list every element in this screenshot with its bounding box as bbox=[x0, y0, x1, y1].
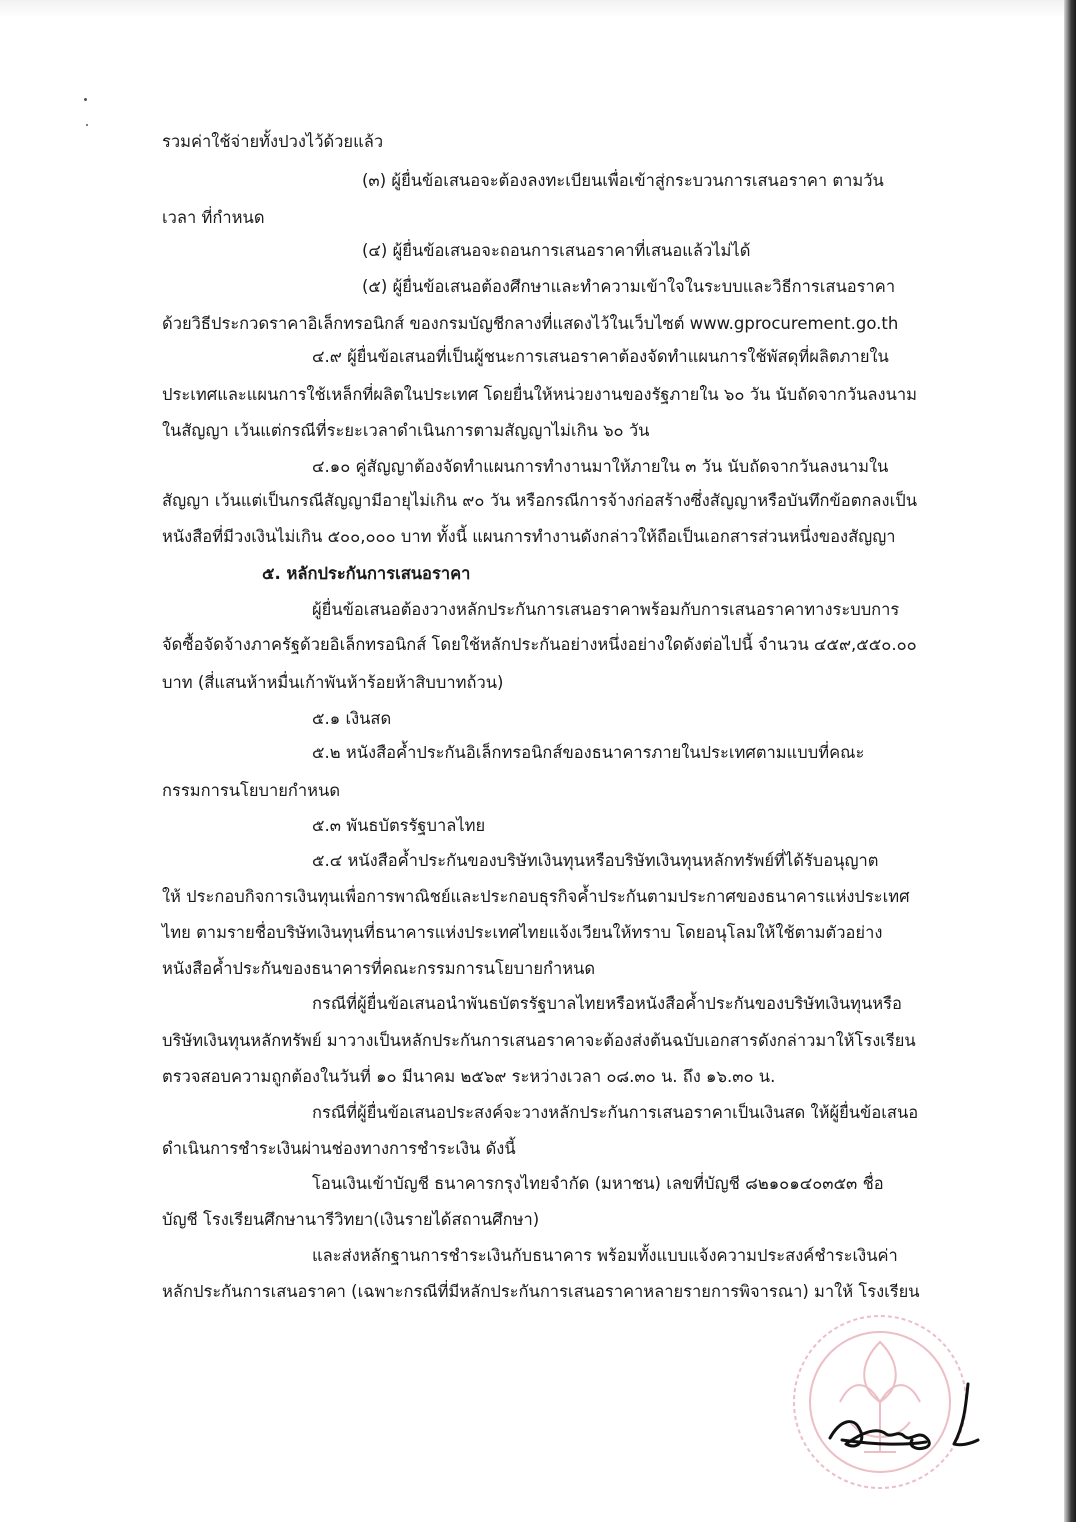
text-line: ๕.๑ เงินสด bbox=[312, 709, 392, 728]
text-line: ๕.๒ หนังสือค้ำประกันอิเล็กทรอนิกส์ของธนาคารภายในประเทศตามแบบที่คณะ bbox=[312, 743, 865, 762]
text-line: (๔) ผู้ยื่นข้อเสนอจะถอนการเสนอราคาที่เสนอแล้วไม่ได้ bbox=[362, 241, 751, 260]
text-line: และส่งหลักฐานการชำระเงินกับธนาคาร พร้อมทั้งแบบแจ้งความประสงค์ชำระเงินค่า bbox=[312, 1246, 898, 1265]
text-line: (๕) ผู้ยื่นข้อเสนอต้องศึกษาและทำความเข้าใจในระบบและวิธีการเสนอราคา bbox=[362, 277, 896, 296]
text-line: กรณีที่ผู้ยื่นข้อเสนอนำพันธบัตรรัฐบาลไทยหรือหนังสือค้ำประกันของบริษัทเงินทุนหรือ bbox=[312, 994, 902, 1013]
text-line: บัญชี โรงเรียนศึกษานารีวิทยา(เงินรายได้สถานศึกษา) bbox=[162, 1210, 540, 1229]
text-line: บริษัทเงินทุนหลักทรัพย์ มาวางเป็นหลักประกันการเสนอราคาจะต้องส่งต้นฉบับเอกสารดังกล่าวมาให้โรงเรียน bbox=[162, 1031, 916, 1050]
text-line: ๔.๑๐ คู่สัญญาต้องจัดทำแผนการทำงานมาให้ภายใน ๓ วัน นับถัดจากวันลงนามใน bbox=[312, 457, 889, 476]
text-line: หนังสือค้ำประกันของธนาคารที่คณะกรรมการนโยบายกำหนด bbox=[162, 959, 596, 978]
text-line: สัญญา เว้นแต่เป็นกรณีสัญญามีอายุไม่เกิน ๙๐ วัน หรือกรณีการจ้างก่อสร้างซึ่งสัญญาหรือบันทึกข้อตกลงเป็น bbox=[162, 491, 917, 510]
text-line: เวลา ที่กำหนด bbox=[162, 208, 265, 227]
text-line: ๔.๙ ผู้ยื่นข้อเสนอที่เป็นผู้ชนะการเสนอราคาต้องจัดทำแผนการใช้พัสดุที่ผลิตภายใน bbox=[312, 347, 889, 366]
text-line: ผู้ยื่นข้อเสนอต้องวางหลักประกันการเสนอราคาพร้อมกับการเสนอราคาทางระบบการ bbox=[312, 600, 900, 619]
scan-speck bbox=[84, 98, 87, 101]
page-top-shade bbox=[0, 0, 1064, 18]
page-right-edge bbox=[1064, 0, 1076, 1522]
text-line: ๕.๓ พันธบัตรรัฐบาลไทย bbox=[312, 816, 486, 835]
text-line: บาท (สี่แสนห้าหมื่นเก้าพันห้าร้อยห้าสิบบาทถ้วน) bbox=[162, 673, 504, 692]
text-line: หนังสือที่มีวงเงินไม่เกิน ๕๐๐,๐๐๐ บาท ทั้งนี้ แผนการทำงานดังกล่าวให้ถือเป็นเอกสารส่วนหนึ่งของสัญญา bbox=[162, 527, 896, 546]
section-heading: ๕. หลักประกันการเสนอราคา bbox=[262, 564, 471, 583]
text-line: โอนเงินเข้าบัญชี ธนาคารกรุงไทยจำกัด (มหาชน) เลขที่บัญชี ๘๒๑๐๑๔๐๓๕๓ ชื่อ bbox=[312, 1174, 884, 1193]
handwritten-signature bbox=[820, 1380, 980, 1460]
text-line: กรณีที่ผู้ยื่นข้อเสนอประสงค์จะวางหลักประกันการเสนอราคาเป็นเงินสด ให้ผู้ยื่นข้อเสนอ bbox=[312, 1103, 919, 1122]
text-line: กรรมการนโยบายกำหนด bbox=[162, 781, 341, 800]
text-line: (๓) ผู้ยื่นข้อเสนอจะต้องลงทะเบียนเพื่อเข้าสู่กระบวนการเสนอราคา ตามวัน bbox=[362, 171, 884, 190]
text-line: ให้ ประกอบกิจการเงินทุนเพื่อการพาณิชย์และประกอบธุรกิจค้ำประกันตามประกาศของธนาคารแห่งประเทศ bbox=[162, 887, 910, 906]
text-line: ประเทศและแผนการใช้เหล็กที่ผลิตในประเทศ โดยยื่นให้หน่วยงานของรัฐภายใน ๖๐ วัน นับถัดจากวันลงนาม bbox=[162, 385, 918, 404]
text-line: ไทย ตามรายชื่อบริษัทเงินทุนที่ธนาคารแห่งประเทศไทยแจ้งเวียนให้ทราบ โดยอนุโลมให้ใช้ตามตัวอย่าง bbox=[162, 923, 883, 942]
text-line: ๕.๔ หนังสือค้ำประกันของบริษัทเงินทุนหรือบริษัทเงินทุนหลักทรัพย์ที่ได้รับอนุญาต bbox=[312, 851, 879, 870]
text-line: ด้วยวิธีประกวดราคาอิเล็กทรอนิกส์ ของกรมบัญชีกลางที่แสดงไว้ในเว็บไซต์ www.gprocurement.go.th bbox=[162, 314, 899, 333]
text-line: หลักประกันการเสนอราคา (เฉพาะกรณีที่มีหลักประกันการเสนอราคาหลายรายการพิจารณา) มาให้ โรงเรียน bbox=[162, 1282, 920, 1301]
text-line: จัดซื้อจัดจ้างภาครัฐด้วยอิเล็กทรอนิกส์ โดยใช้หลักประกันอย่างหนึ่งอย่างใดดังต่อไปนี้ จำนวน ๔๕๙,๕๕๐.๐๐ bbox=[162, 635, 917, 654]
text-line: ตรวจสอบความถูกต้องในวันที่ ๑๐ มีนาคม ๒๕๖๙ ระหว่างเวลา ๐๘.๓๐ น. ถึง ๑๖.๓๐ น. bbox=[162, 1067, 776, 1086]
text-line: ดำเนินการชำระเงินผ่านช่องทางการชำระเงิน ดังนี้ bbox=[162, 1139, 516, 1158]
scan-speck bbox=[86, 124, 88, 126]
text-line: ในสัญญา เว้นแต่กรณีที่ระยะเวลาดำเนินการตามสัญญาไม่เกิน ๖๐ วัน bbox=[162, 421, 650, 440]
text-line: รวมค่าใช้จ่ายทั้งปวงไว้ด้วยแล้ว bbox=[162, 132, 384, 151]
